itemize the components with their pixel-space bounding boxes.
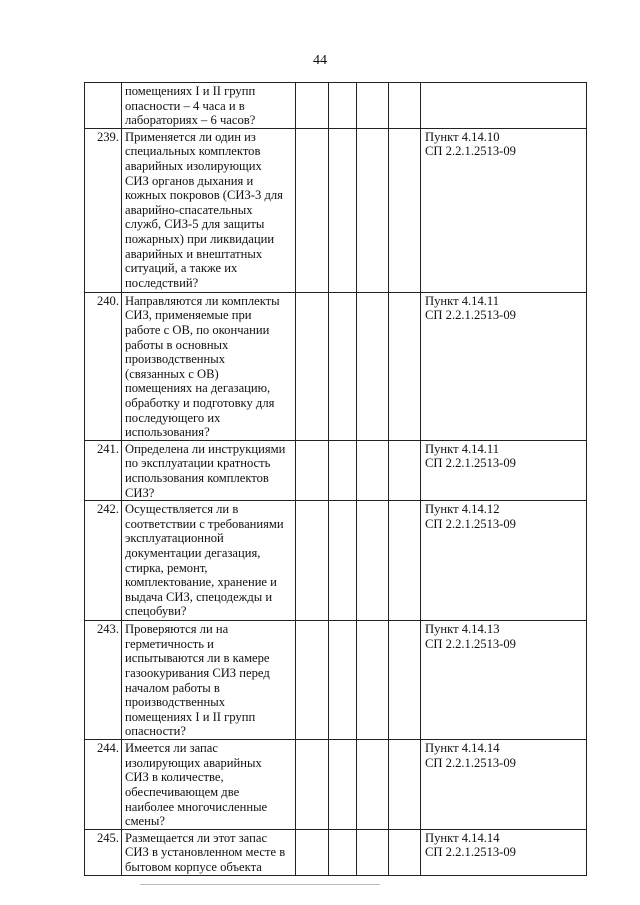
- table-row: [85, 83, 587, 129]
- row-number: 242.: [85, 501, 122, 621]
- reference-text: Пункт 4.14.12 СП 2.2.1.2513-09: [421, 501, 587, 621]
- answer-yes-cell: [296, 740, 329, 830]
- answer-no-cell: [329, 621, 357, 740]
- row-number: 243.: [85, 621, 122, 740]
- answer-yes-cell: [296, 128, 329, 292]
- table-row: [85, 128, 587, 292]
- answer-note-cell: [389, 829, 421, 875]
- answer-na-cell: [357, 292, 389, 440]
- reference-text: Пункт 4.14.14 СП 2.2.1.2513-09: [421, 829, 587, 875]
- table-row: [85, 440, 587, 500]
- table-row: [85, 501, 587, 621]
- scan-edge-divider: [140, 884, 380, 885]
- answer-note-cell: [389, 83, 421, 129]
- reference-text: Пункт 4.14.11 СП 2.2.1.2513-09: [421, 292, 587, 440]
- row-number: 239.: [85, 128, 122, 292]
- answer-no-cell: [329, 292, 357, 440]
- question-text: Проверяются ли на герметичность и испытываются ли в камере газоокуривания СИЗ перед началом работы в производственных помещениях I и II групп опасности?: [122, 621, 296, 740]
- answer-yes-cell: [296, 292, 329, 440]
- answer-na-cell: [357, 829, 389, 875]
- answer-note-cell: [389, 128, 421, 292]
- reference-text: Пункт 4.14.10 СП 2.2.1.2513-09: [421, 128, 587, 292]
- answer-na-cell: [357, 440, 389, 500]
- answer-yes-cell: [296, 440, 329, 500]
- answer-na-cell: [357, 621, 389, 740]
- reference-text: [421, 83, 587, 129]
- question-text: Осуществляется ли в соответствии с требованиями эксплуатационной документации дегазация, стирка, ремонт, комплектование, хранение и выдача СИЗ, спецодежды и спецобуви?: [122, 501, 296, 621]
- question-text: Направляются ли комплекты СИЗ, применяемые при работе с ОВ, по окончании работы в основных производственных (связанных с ОВ) помещениях на дегазацию, обработку и подготовку для последующего их использования?: [122, 292, 296, 440]
- row-number: 240.: [85, 292, 122, 440]
- answer-note-cell: [389, 292, 421, 440]
- answer-note-cell: [389, 621, 421, 740]
- answer-note-cell: [389, 440, 421, 500]
- row-number: [85, 83, 122, 129]
- answer-na-cell: [357, 128, 389, 292]
- answer-no-cell: [329, 829, 357, 875]
- answer-yes-cell: [296, 83, 329, 129]
- question-text: Размещается ли этот запас СИЗ в установленном месте в бытовом корпусе объекта: [122, 829, 296, 875]
- answer-no-cell: [329, 501, 357, 621]
- reference-text: Пункт 4.14.14 СП 2.2.1.2513-09: [421, 740, 587, 830]
- checklist-table: [84, 82, 587, 876]
- table-row: [85, 829, 587, 875]
- answer-na-cell: [357, 83, 389, 129]
- answer-no-cell: [329, 740, 357, 830]
- answer-na-cell: [357, 740, 389, 830]
- answer-note-cell: [389, 740, 421, 830]
- answer-na-cell: [357, 501, 389, 621]
- answer-no-cell: [329, 83, 357, 129]
- answer-no-cell: [329, 128, 357, 292]
- row-number: 241.: [85, 440, 122, 500]
- table-row: [85, 740, 587, 830]
- row-number: 244.: [85, 740, 122, 830]
- page-number: 44: [313, 53, 327, 68]
- row-number: 245.: [85, 829, 122, 875]
- table-row: [85, 621, 587, 740]
- answer-note-cell: [389, 501, 421, 621]
- answer-yes-cell: [296, 501, 329, 621]
- question-text: Имеется ли запас изолирующих аварийных СИЗ в количестве, обеспечивающем две наиболее многочисленные смены?: [122, 740, 296, 830]
- answer-yes-cell: [296, 829, 329, 875]
- question-text: Определена ли инструкциями по эксплуатации кратность использования комплектов СИЗ?: [122, 440, 296, 500]
- question-text: помещениях I и II групп опасности – 4 часа и в лабораториях – 6 часов?: [122, 83, 296, 129]
- answer-no-cell: [329, 440, 357, 500]
- table-row: [85, 292, 587, 440]
- answer-yes-cell: [296, 621, 329, 740]
- reference-text: Пункт 4.14.11 СП 2.2.1.2513-09: [421, 440, 587, 500]
- reference-text: Пункт 4.14.13 СП 2.2.1.2513-09: [421, 621, 587, 740]
- question-text: Применяется ли один из специальных комплектов аварийных изолирующих СИЗ органов дыхания и кожных покровов (СИЗ-3 для аварийно-спасательных служб, СИЗ-5 для защиты пожарных) при ликвидации аварийных и внештатных ситуаций, а также их последствий?: [122, 128, 296, 292]
